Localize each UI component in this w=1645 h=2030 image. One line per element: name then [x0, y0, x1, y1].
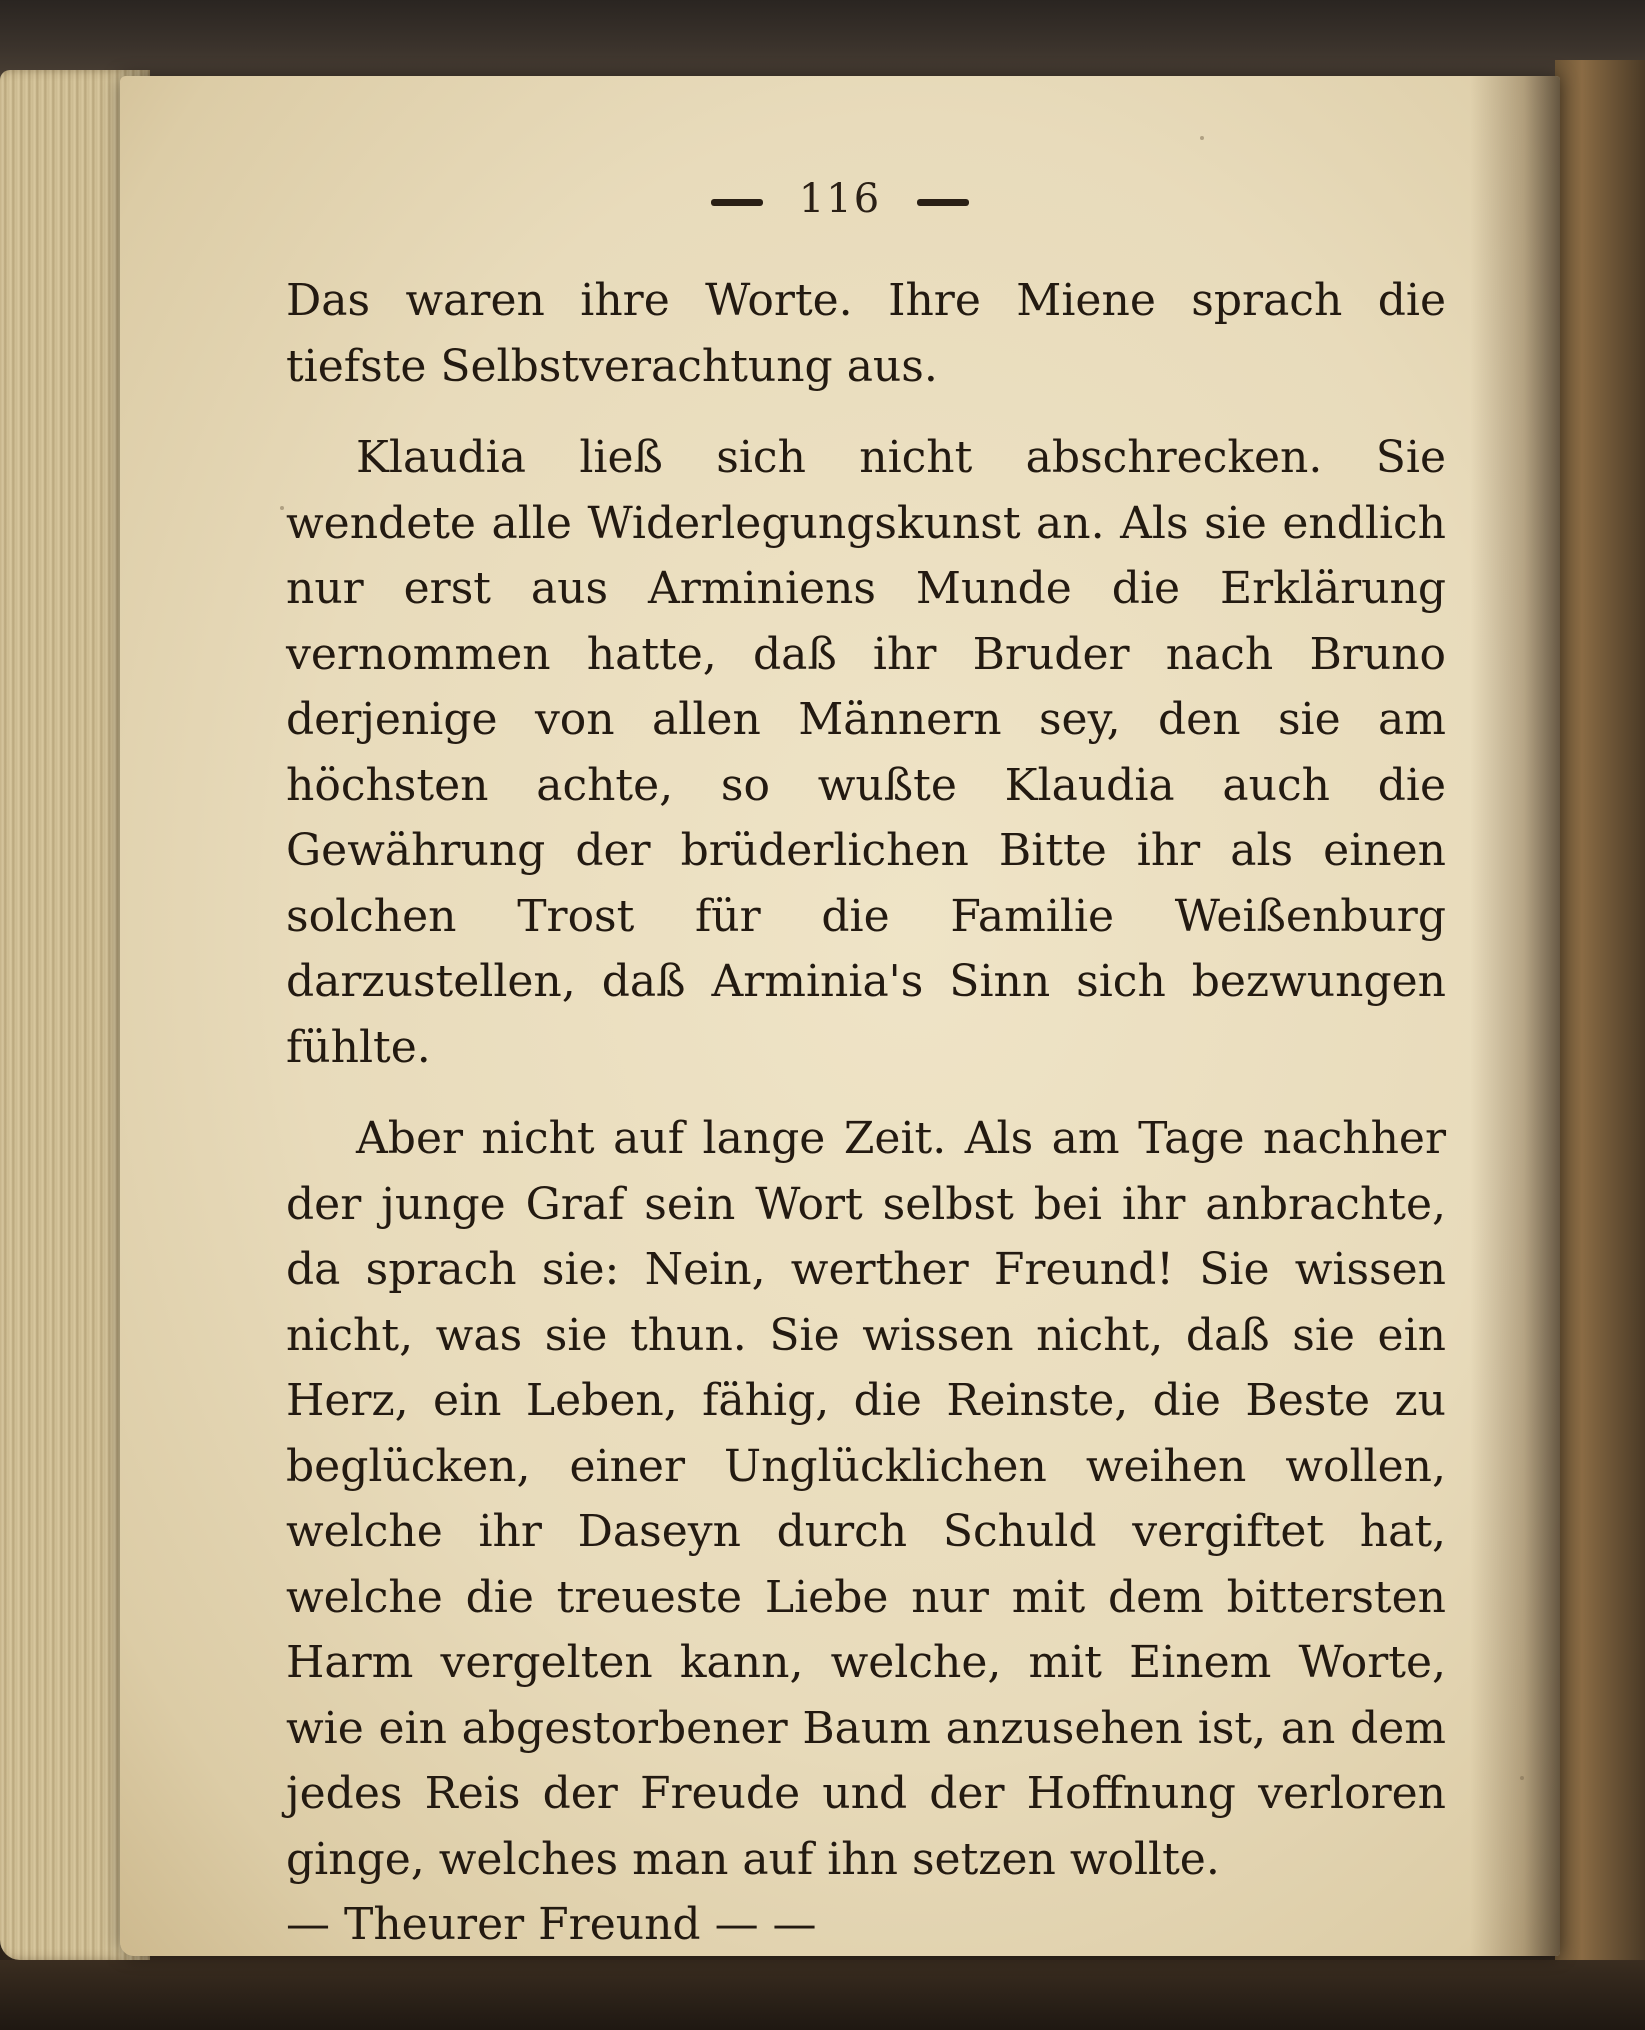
book-page: [120, 76, 1560, 1956]
page-gutter-shadow: [1470, 76, 1560, 1956]
header-dash-right: [917, 199, 969, 206]
page-number: 116: [798, 176, 882, 222]
page-body: [286, 268, 1446, 1958]
paper-speck: [1200, 136, 1204, 140]
paper-speck: [1520, 1776, 1524, 1780]
book-cover-top: [0, 0, 1645, 80]
paragraph-1: Das waren ihre Worte. Ihre Miene sprach die tiefste Selbstverachtung aus.: [286, 275, 1446, 392]
paper-speck: [280, 506, 284, 510]
page-header: [120, 176, 1560, 222]
book-cover-bottom: [0, 1960, 1645, 2030]
paragraph-2: Klaudia ließ sich nicht abschrecken. Sie wendete alle Widerlegungskunst an. Als sie endlich nur erst aus Arminiens Munde die Erklärung vernommen hatte, daß ihr Bruder nach Bruno derjenige von allen Männern sey, den sie am höchsten achte, so wußte Klaudia auch die Gewährung der brüderlichen Bitte ihr als einen solchen Trost für die Familie Weißenburg darzustellen, daß Arminia's Sinn sich bezwungen fühlte.: [286, 432, 1446, 1073]
header-dash-left: [711, 199, 763, 206]
paragraph-4: — Theurer Freund — —: [286, 1899, 817, 1950]
book-cover-right: [1555, 60, 1645, 2000]
paragraph-3: Aber nicht auf lange Zeit. Als am Tage nachher der junge Graf sein Wort selbst bei ihr anbrachte, da sprach sie: Nein, werther Freund! Sie wissen nicht, was sie thun. Sie wissen nicht, daß sie ein Herz, ein Leben, fähig, die Reinste, die Beste zu beglücken, einer Unglücklichen weihen wollen, welche ihr Daseyn durch Schuld vergiftet hat, welche die treueste Liebe nur mit dem bittersten Harm vergelten kann, welche, mit Einem Worte, wie ein abgestorbener Baum anzusehen ist, an dem jedes Reis der Freude und der Hoffnung verloren ginge, welches man auf ihn setzen wollte.: [286, 1113, 1446, 1885]
